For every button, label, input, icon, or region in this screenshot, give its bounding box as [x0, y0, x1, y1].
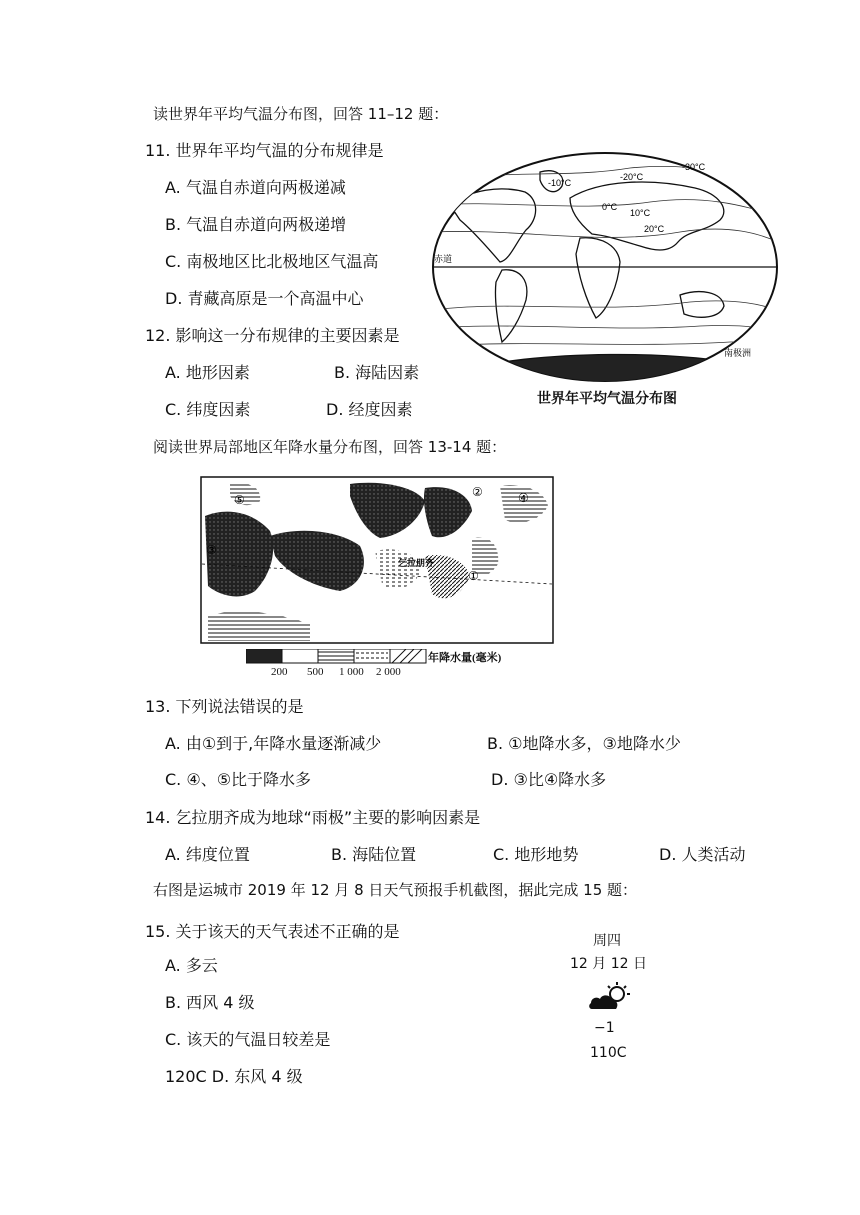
question-11: 11. 世界年平均气温的分布规律是 — [145, 141, 384, 160]
legend-title: 年降水量(毫米) — [428, 652, 502, 664]
q13-option-a: A. 由①到于,年降水量逐渐减少 — [165, 734, 382, 753]
isotherm-label-minus20: -20°C — [620, 172, 644, 182]
q15-option-a: A. 多云 — [165, 956, 218, 975]
legend-tick-2000: 2 000 — [376, 666, 401, 678]
isotherm-label-20: 20°C — [644, 224, 665, 234]
legend-tick-1000: 1 000 — [339, 666, 364, 678]
q11-option-b: B. 气温自赤道向两极递增 — [165, 215, 347, 234]
question-12: 12. 影响这一分布规律的主要因素是 — [145, 326, 400, 345]
q13-option-c: C. ④、⑤比于降水多 — [165, 770, 312, 789]
cherrapunji-label: 乞拉朋齐 — [398, 559, 435, 569]
isotherm-label-0: 0°C — [602, 202, 618, 212]
intro-13-14: 阅读世界局部地区年降水量分布图，回答 13-14 题： — [153, 438, 507, 456]
q14-option-a: A. 纬度位置 — [165, 845, 250, 864]
q11-option-a: A. 气温自赤道向两极递减 — [165, 178, 346, 197]
marker-3: ③ — [206, 543, 217, 557]
q14-option-c: C. 地形地势 — [493, 845, 579, 864]
partly-cloudy-icon — [588, 981, 632, 1013]
q14-option-b: B. 海陆位置 — [331, 845, 417, 864]
world-temperature-map — [430, 150, 780, 384]
q12-option-c: C. 纬度因素 — [165, 400, 251, 419]
intro-15: 右图是运城市 2019 年 12 月 8 日天气预报手机截图，据此完成 15 题： — [153, 881, 638, 899]
legend-tick-200: 200 — [271, 666, 288, 678]
weather-weekday: 周四 — [593, 933, 621, 949]
precipitation-map — [200, 476, 554, 644]
isotherm-label-10: 10°C — [630, 208, 651, 218]
antarctica-label: 南极洲 — [724, 348, 752, 358]
question-13: 13. 下列说法错误的是 — [145, 697, 304, 716]
q12-option-a: A. 地形因素 — [165, 363, 250, 382]
legend-tick-500: 500 — [307, 666, 324, 678]
weather-high-temp: 110C — [590, 1045, 627, 1061]
weather-low-temp: −1 — [594, 1020, 615, 1036]
q11-option-d: D. 青藏高原是一个高温中心 — [165, 289, 364, 308]
marker-4: ④ — [518, 491, 529, 505]
temperature-map-caption: 世界年平均气温分布图 — [537, 391, 677, 407]
q13-option-d: D. ③比④降水多 — [491, 770, 607, 789]
question-14: 14. 乞拉朋齐成为地球“雨极”主要的影响因素是 — [145, 808, 481, 827]
q15-option-c-cont: 120C D. 东风 4 级 — [165, 1067, 303, 1086]
q11-option-c: C. 南极地区比北极地区气温高 — [165, 252, 379, 271]
q14-option-d: D. 人类活动 — [659, 845, 746, 864]
equator-label: 赤道 — [434, 254, 453, 264]
marker-2: ② — [472, 485, 483, 499]
weather-date: 12 月 12 日 — [570, 956, 647, 972]
intro-11-12: 读世界年平均气温分布图，回答 11–12 题： — [153, 105, 449, 123]
q12-option-b: B. 海陆因素 — [334, 363, 420, 382]
marker-1: ① — [468, 569, 479, 583]
isotherm-label-minus10: -10°C — [548, 178, 572, 188]
marker-5: ⑤ — [234, 493, 245, 507]
q12-option-d: D. 经度因素 — [326, 400, 413, 419]
q15-option-b: B. 西风 4 级 — [165, 993, 255, 1012]
isotherm-label-minus30: -30°C — [682, 162, 706, 172]
q13-option-b: B. ①地降水多，③地降水少 — [487, 734, 681, 753]
q15-option-c: C. 该天的气温日较差是 — [165, 1030, 331, 1049]
question-15: 15. 关于该天的天气表述不正确的是 — [145, 922, 400, 941]
